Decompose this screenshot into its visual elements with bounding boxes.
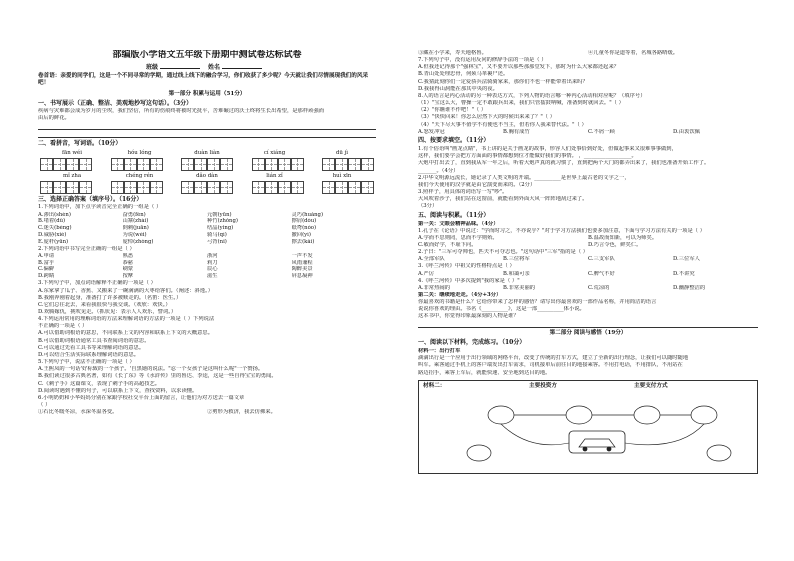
pinyin-row-2 xyxy=(38,173,376,180)
option: C.脾气不好 xyxy=(588,270,615,277)
s4-line: 大风吹着沙子，我们站在这窗前，就能看到外面大风一阵阵地刮过来了。 xyxy=(418,196,588,203)
option: （3）"快快回来！你怎么居然下大的时候出来来了？"（ ） xyxy=(418,114,556,121)
s5-q3: 3.《呼兰河传》中祖父的性格特点是（ ） xyxy=(418,263,515,270)
s5-sub1: 第一关：文眼会精神品味。（4分） xyxy=(418,220,499,227)
option: 结晶(yǐng) xyxy=(207,225,234,232)
diagram-label-payment: 主要支付方式 xyxy=(634,383,668,390)
option: A.王熙凤的一句话'好标致的一个孩子。'自黑她的说法。"忍一个女孩子是这叫什么呢"一个赞扬。 xyxy=(38,366,264,373)
pinyin: fān wéi xyxy=(62,149,82,156)
option: B.三位将军 xyxy=(503,256,530,263)
name-row xyxy=(38,64,376,72)
option: 元朝(yūn) xyxy=(207,211,232,218)
part1-title: 第一部分 积累与运用（51分） xyxy=(168,90,246,97)
option: B.我们读过很多古典名著，如有《长了东》等《水浒传》里的鲁达、李逵，这是一些自得宝宝的勇闻。 xyxy=(38,373,277,380)
right-column xyxy=(418,50,758,553)
option: 风雨兼程 xyxy=(291,259,313,266)
option: 按摩 xyxy=(122,273,134,280)
option: ②剪形为救济，我去仿佛来。 xyxy=(207,409,276,416)
option: C.我猜此刻你们一定爱骄兵法骑骑家来，那你们不也一样能带着出来吗？ xyxy=(418,78,588,85)
option: B.可以借助词根语通常工具书查阅词语的意思。 xyxy=(38,337,150,344)
pinyin: duàn liàn xyxy=(194,149,220,156)
question-5: 5.下列句子中，说法不正确的一项是（ ） xyxy=(38,359,135,366)
char-box-pair[interactable] xyxy=(252,181,304,194)
q2-options xyxy=(38,253,376,280)
wheel-icon xyxy=(583,447,588,452)
option: C.不屑一顾 xyxy=(588,128,615,135)
left-column xyxy=(38,50,376,553)
s4-line: 这样，我们要学会把方方面面的事情都想到位才能做好我们的事情。 ，__________________。 xyxy=(418,153,637,160)
option: 骑马(qí) xyxy=(207,231,227,238)
material1-text: 路边招手，乘客上车后，就能快速、安全地到达目的地。 xyxy=(418,369,551,376)
option: 刷蒙 xyxy=(122,266,134,273)
option: 莉刀 xyxy=(207,259,218,266)
car-icon-box xyxy=(569,431,625,453)
option: 浙河 xyxy=(207,252,218,259)
option: C.三支军队 xyxy=(588,256,615,263)
option: A.可以借助词根语的意思，不同联系上文的内容和联系上下文的大概意思。 xyxy=(38,330,214,337)
option: C.可以通过先看工具书等来理解词语的意思。 xyxy=(38,344,145,351)
option: D.巧言令色，鲜矣仁。 xyxy=(588,241,642,248)
option: D.幽静整洁的 xyxy=(673,284,706,291)
option: B.和蔼可亲 xyxy=(503,270,530,277)
option: 擦肩(dòu) xyxy=(291,218,317,225)
option: C.迷失(bèng) xyxy=(38,225,72,232)
s5-q4-options xyxy=(418,285,758,292)
option: B.堵着(dǔ) xyxy=(38,218,66,225)
s4-line: _______。（4分） xyxy=(418,167,459,174)
option: A.全部军队 xyxy=(418,256,445,263)
section1-title: 一、书写展示（正确、整洁、美观地抄写这句话）。（3分） xyxy=(38,99,193,107)
material1-text: 叫车。乘客通过手机上的客户端发出打车需求，司机接单后前往目的地接乘客。不用打电话，不用排队，不用站在 xyxy=(418,362,683,369)
char-box-pair[interactable] xyxy=(252,158,304,171)
question-3: 3.下列句子中，加点词语解释不正确的一项是（ ） xyxy=(38,280,156,287)
question-6: 6.小明奶奶和小华妈妈分别在家跟学校社交平台上面的留言，让他们为对方送去一篇文章 xyxy=(38,394,245,401)
question-6b: （ ） xyxy=(38,402,51,409)
part2-title: 第二部分 阅读与感悟（19分） xyxy=(549,330,627,337)
option: A.学而不思则罔，思而不学则殆。 xyxy=(418,235,498,242)
s4-line: 大炮中打出去了，直到我从军一年之后，听着大炮声真的就习惯了，直到把两个大门的都弄出来了，我们也准备开始工作了。 xyxy=(418,160,710,167)
section1-text2: 由后的鲜花。 xyxy=(38,115,70,122)
option: A.东家拿了瓜子、香蕉、又搬来了一碗满满的大枣给客们。（阐述：斜逸。） xyxy=(38,287,214,294)
option: D.三位军人 xyxy=(673,256,700,263)
intro-text: 卷首语：亲爱的同学们，这是一个不同寻常的学期，通过线上线下的融合学习，你们收获了多少呢？今天就让我们尽情展现我们的风采吧！ xyxy=(38,73,369,87)
char-box-pair[interactable] xyxy=(40,181,92,194)
option: D.不讲究 xyxy=(673,270,695,277)
class-label: 班级 xyxy=(146,63,159,71)
option: 为说(wèi) xyxy=(122,231,147,238)
investor-circle-2 xyxy=(566,406,592,424)
option: 弓背(nǐ) xyxy=(207,238,227,245)
class-field[interactable] xyxy=(160,68,200,69)
char-box-row-1 xyxy=(38,158,376,171)
connector xyxy=(501,424,569,445)
option: 滋生 xyxy=(207,273,218,280)
char-box-pair[interactable] xyxy=(111,181,163,194)
section4-title: 四、按要求填空。（11分） xyxy=(418,137,490,145)
writing-line-1[interactable] xyxy=(38,123,376,130)
s4-line: （3分） xyxy=(418,203,438,210)
s5-sub2-text: 这本书中，你觉得印象最深刻的人物是谁？ xyxy=(418,313,519,320)
option: 熟悉 xyxy=(122,252,134,259)
payment-circle-1 xyxy=(634,406,660,424)
option: ①石比冬暖冬凉，水深冬温各变。 xyxy=(38,409,118,416)
question-8: 8.人的语言是内心活动的另一种表达方式，下列人物的语言哪一种内心活动相对应呢？（填序号） xyxy=(418,92,646,99)
q8-choices xyxy=(418,129,758,136)
pinyin: huì xīn xyxy=(332,172,352,179)
char-box-pair[interactable] xyxy=(40,158,92,171)
diagram-label-investors: 主要投资方 xyxy=(529,383,557,390)
option: 擦去(kǎi) xyxy=(291,238,315,245)
option: 山寨(zhài) xyxy=(122,218,149,225)
option: C.它们总往北去，来看我很快与我交谈。（欢欣：欢快。） xyxy=(38,301,171,308)
s5-q3-options xyxy=(418,271,758,278)
q6-options xyxy=(38,409,376,416)
q6-options-cont xyxy=(418,50,758,57)
option: 撤回(yì) xyxy=(291,231,311,238)
option: A.怒发冲冠 xyxy=(418,128,445,135)
option: A.申请 xyxy=(38,252,55,259)
name-field[interactable] xyxy=(222,68,262,69)
diagram-graphic xyxy=(419,381,757,471)
option: 一声不发 xyxy=(291,252,313,259)
option: C.敏而好学，不耻下问。 xyxy=(418,241,477,248)
s5-sub2-text: 说说你喜欢的理由。书名《__________》，这是一部__________体小说。 xyxy=(418,306,585,313)
writing-line-2[interactable] xyxy=(38,131,376,138)
phone-icon-circle xyxy=(467,445,491,461)
option: D.威胁(xié) xyxy=(38,231,67,238)
option: B.富乎 xyxy=(38,259,55,266)
name-label: 姓名 xyxy=(207,63,220,71)
option: B.我刚奔刚着起身，准备打了许多被赎走的。（名笛：医生。） xyxy=(38,294,182,301)
material2-diagram xyxy=(418,380,758,474)
option: ③藏在小学来，寿天地格鲁。 xyxy=(418,50,487,56)
option: 纸鸢(nóo) xyxy=(291,225,317,232)
option: C.《刺子手》这篇课文，表现了刺子手的高超技艺。 xyxy=(38,380,161,387)
s5-q1: 1.孔子在《论语》中说过："学而时习之，不亦说乎？"对于学习方法我们也要多加注意，下面与学习方法有关的一项是（ ） xyxy=(418,228,706,234)
option: （2）"你瞧谁不作吧！"（ ） xyxy=(418,107,487,114)
s5-sub2-text: 你最喜欢的书籍是什么？它给你带来了怎样的感悟？请写出你最喜欢的一部作品名称，并用简洁的语言 xyxy=(418,299,657,306)
wallet-icon-circle xyxy=(707,445,731,461)
option: D.我我得山洞能在那其中央的夜。 xyxy=(418,85,498,92)
section2-title: 二、看拼音，写词语。（10分） xyxy=(38,140,122,148)
wheel-icon xyxy=(607,447,612,452)
option: 辰心 xyxy=(207,266,218,273)
pinyin: lián zǐ xyxy=(266,172,283,179)
option: 陶醉美景 xyxy=(291,266,313,273)
section3-title: 三、选择正确答案（填序号）。（16分） xyxy=(38,195,143,203)
question-1: 1.下列词语中，加下点字读音完全正确的一组是（ ） xyxy=(38,204,162,211)
option: B.温故而知新，可以为师矣。 xyxy=(588,235,658,242)
investor-circle-1 xyxy=(488,406,514,424)
option: D.阅读时遇到不懂的句子，可以联系上下文，查找资料，以求读懂。 xyxy=(38,387,198,394)
option: 奋勇(fèn) xyxy=(122,211,146,218)
option: A.非常热闹的 xyxy=(418,284,450,291)
s4-line: 2.中华文明源远流长，她记录了人类文明的开端。__________是世界上最古老的文字之一， xyxy=(418,174,630,181)
option: （1）"宝这么大，曹操一定不敢跟兵出来，我们只管擂鼓呐喊，准备到时就回去。"（ ） xyxy=(418,100,624,107)
option: D.由衷饮佩 xyxy=(673,128,700,135)
option: D.跨睛 xyxy=(38,273,55,280)
s5-sub2: 第二关：继续地走走。（4分+3分） xyxy=(418,292,502,299)
pinyin: chéng rén xyxy=(125,172,154,179)
option: 种竹(zhǒng) xyxy=(207,218,238,225)
s5-q2-options xyxy=(418,256,758,263)
material1-label: 材料一：出行打车 xyxy=(418,348,461,355)
char-box-pair[interactable] xyxy=(111,158,163,171)
option: 倒刺(juān) xyxy=(122,225,149,232)
exam-title: 部编版小学语文五年级下册期中测试卷达标试卷 xyxy=(112,50,302,60)
s5-q2: 2.子曰："三军可夺帅也，匹夫不可夺志也。"这句话中"三军"指的是（ ） xyxy=(418,249,589,256)
option: C.偏僻 xyxy=(38,266,55,273)
pinyin: dǎo dàn xyxy=(196,172,218,179)
pinyin: cí xiáng xyxy=(263,149,286,156)
question-2: 2.下列词语中书写完全正确的一组是（ ） xyxy=(38,245,135,252)
char-box-pair[interactable] xyxy=(181,181,233,194)
section1-text1: 疾病与灾难都会成为岁月的尘埃，我们坚信，所有的伤痕终将被时光抚平，苦难碾过的沃土终将生长出希望，是那样顽强而 xyxy=(38,108,325,115)
option: ④儿童冬你是道等着，名城各路晴缓。 xyxy=(588,50,679,56)
option: 灵巧(huǎng) xyxy=(291,211,324,218)
s4-line: 3.照样子，用具体的词语写一写"吵"。 xyxy=(418,189,508,196)
section5-title: 五、阅读与积累。（11分） xyxy=(418,212,490,220)
s4-line: 1.有个俗语叫"画龙点睛"，书上讲的是关于画龙的故事，形容人们处事恰到好处，但做起事来又很难事事做到， xyxy=(418,146,677,153)
char-box-row-2 xyxy=(38,181,376,194)
option: B.非常美丽的 xyxy=(503,284,536,291)
connector xyxy=(625,424,704,445)
pinyin: hóu lóng xyxy=(127,149,152,156)
q1-options xyxy=(38,212,376,246)
reading1-title: 一、阅读以下材料，完成练习。（10分） xyxy=(418,339,526,347)
answer-line[interactable] xyxy=(418,321,758,328)
option: 庞悼(zhòng) xyxy=(122,238,154,245)
option: A.严厉 xyxy=(418,270,435,277)
material1-text: 滴滴出行是一个应用于出行领域的网络平台，改变了传统的打车方式，建立了全新的出行理念，让我们可以随时随地 xyxy=(418,355,689,362)
car-icon xyxy=(579,439,615,447)
pinyin: dū jì xyxy=(335,149,349,156)
payment-circle-2 xyxy=(691,406,717,424)
material2-label: 材料二： xyxy=(423,383,446,390)
option: （4）"天下尽大事不值学不有便也不当主，但若你人我来替代法。"（ ） xyxy=(418,121,587,128)
option: D.可以结合生活实际联系理解词语的意思。 xyxy=(38,351,140,358)
s4-line: 我们今天使用的汉字就是由它演变而来的。（2分） xyxy=(418,181,536,188)
pinyin-row-1 xyxy=(38,150,376,157)
question-4: 4.下列运用常用的理解词语的方法来理解词语的方法的一项是（ ）下列说法 xyxy=(38,316,215,323)
option: A.渗出(shèn) xyxy=(38,211,71,218)
question-7: 7.下列句子中，没有运用反问的修辞手法的一项是（ ） xyxy=(418,57,547,64)
option: 恭慈 xyxy=(122,259,134,266)
option: E.庞杆(yūn) xyxy=(38,238,69,245)
option: B.胸有成竹 xyxy=(503,128,530,135)
option: D.欢腾嫁仇，挑吹见走。（抓状见：表示人人欢乐，譬词。） xyxy=(38,309,177,316)
option: 屏息凝神 xyxy=(291,273,313,280)
s5-q4: 4.《呼兰河传》中多次提到"我的家是（ ）" xyxy=(418,277,520,284)
option: B.青山处处埋忠骨，何须马革裹尸还。 xyxy=(418,71,509,78)
pinyin: mǐ zha xyxy=(62,172,82,179)
char-box-pair[interactable] xyxy=(322,181,374,194)
s5-q1-options xyxy=(418,235,758,249)
question-4b: 不正确的一项是（ ） xyxy=(38,323,88,330)
char-box-pair[interactable] xyxy=(322,158,374,171)
option: C.荒凉的 xyxy=(588,284,610,291)
option: A.但我还记得那个"强林宝"，又不要开以那些那那堂发下，那时为什么大家都还起来？ xyxy=(418,64,620,71)
char-box-pair[interactable] xyxy=(181,158,233,171)
